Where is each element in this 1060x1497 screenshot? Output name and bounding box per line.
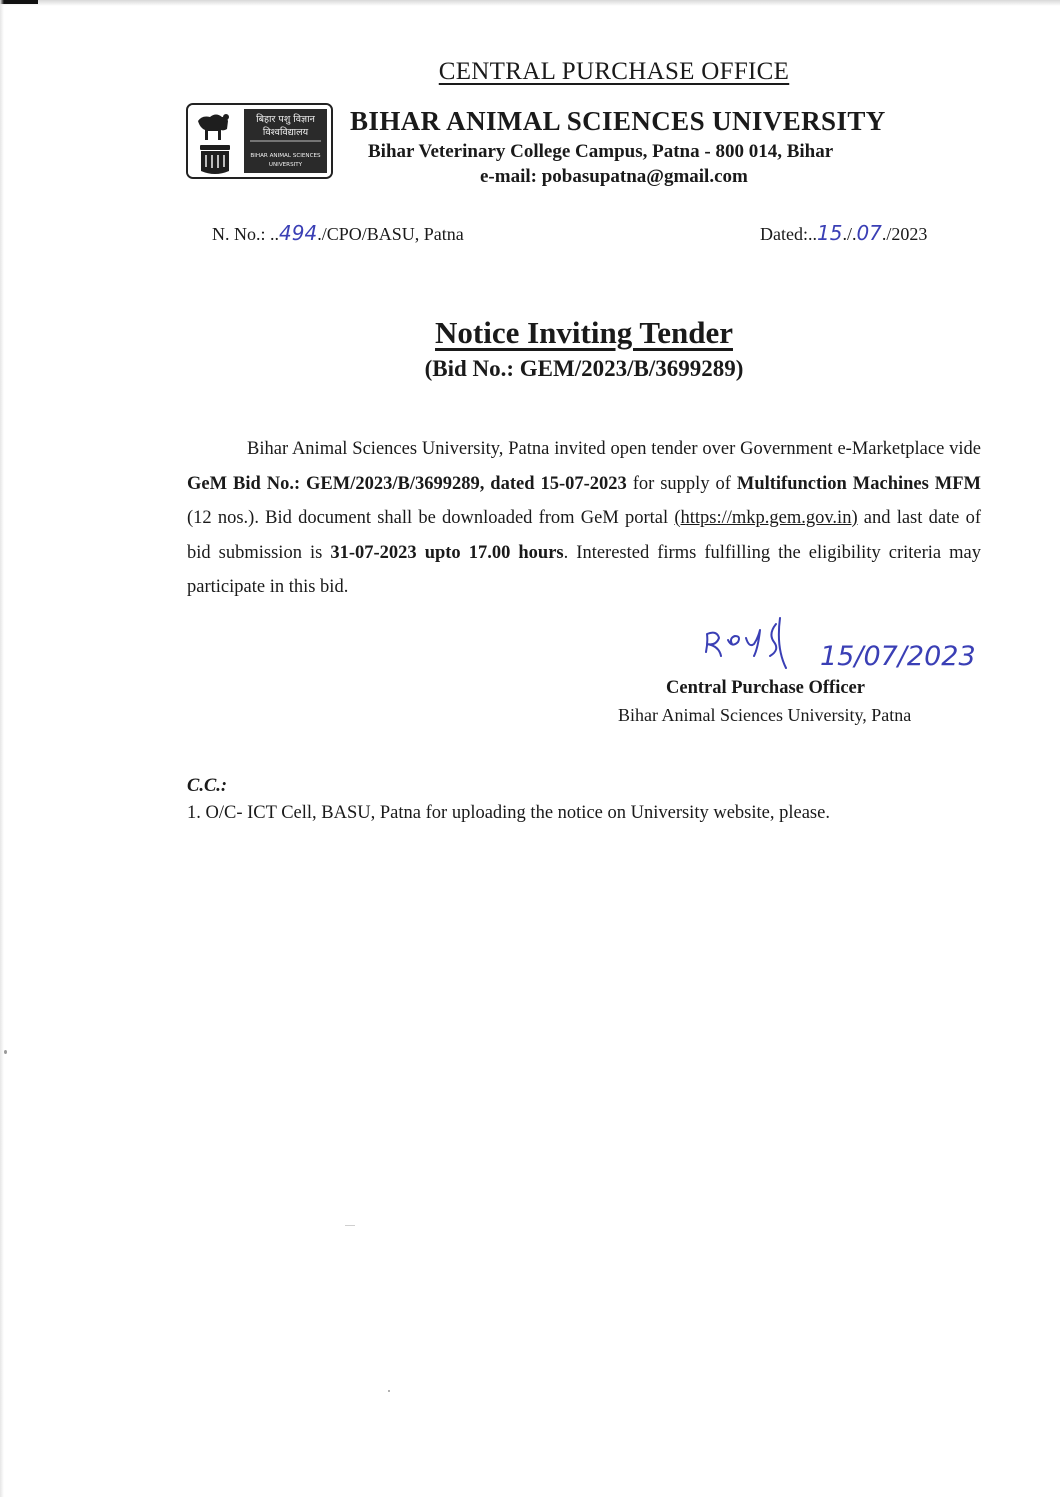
notice-date [760,221,927,245]
logo-hindi-line1: बिहार पशु विज्ञान [256,114,315,125]
university-email: e-mail: pobasupatna@gmail.com [480,166,748,187]
date-prefix: Dated:.. [760,224,817,244]
cc-item: 1. O/C- ICT Cell, BASU, Patna for uploading the notice on University website, please. [187,803,830,823]
university-address: Bihar Veterinary College Campus, Patna - 800 014, Bihar [368,141,834,162]
body-text: (12 nos.). Bid document shall be downloaded from GeM portal [187,508,675,528]
university-name: BIHAR ANIMAL SCIENCES UNIVERSITY [350,106,886,136]
reference-suffix: ./CPO/BASU, Patna [317,224,464,244]
date-day-handwritten: 15 [816,221,843,245]
scan-speck [345,1225,355,1226]
gem-portal-link[interactable]: (https://mkp.gem.gov.in) [674,508,858,528]
emblem-icon [188,105,331,177]
body-text: and last date of bid submission is [187,508,981,563]
logo-english-line2: UNIVERSITY [268,162,303,168]
date-separator: ./. [842,224,857,244]
reference-prefix: N. No.: .. [212,224,279,244]
body-text: . Interested firms fulfilling the eligibility criteria may participate in this bid. [187,542,981,597]
notice-body [187,432,981,605]
reference-number-handwritten: 494 [279,221,318,245]
body-text: Bihar Animal Sciences University, Patna invited open tender over Government e-Marketplace vide [247,439,981,459]
bid-number-subtitle: (Bid No.: GEM/2023/B/3699289) [424,356,744,381]
deadline-bold: 31-07-2023 upto 17.00 hours [330,542,564,563]
body-text: for supply of [626,473,737,494]
logo-english-line1: BIHAR ANIMAL SCIENCES [250,153,321,159]
signer-title: Central Purchase Officer [666,678,865,698]
logo-hindi-line2: विश्वविद्यालय [262,127,309,138]
scan-corner-mark [0,0,38,4]
scan-speck [388,1390,390,1392]
cc-label: C.C.: [187,776,228,796]
university-logo [186,103,333,179]
notice-title: Notice Inviting Tender [435,315,733,350]
date-month-handwritten: 07 [856,221,882,245]
scan-edge [0,0,1060,6]
date-suffix: ./2023 [881,224,928,244]
scan-edge-left [0,0,4,1497]
notice-paragraph [187,432,981,605]
signer-organization: Bihar Animal Sciences University, Patna [618,705,912,725]
handwritten-signature [694,612,1004,682]
office-title: CENTRAL PURCHASE OFFICE [438,58,790,85]
scan-speck [4,1050,7,1054]
reference-number [212,221,464,245]
item-name-bold: Multifunction Machines MFM [736,473,981,494]
signature-date: 15/07/2023 [820,641,976,672]
bid-reference-bold: GeM Bid No.: GEM/2023/B/3699289, dated 15-07-2023 [187,473,627,494]
